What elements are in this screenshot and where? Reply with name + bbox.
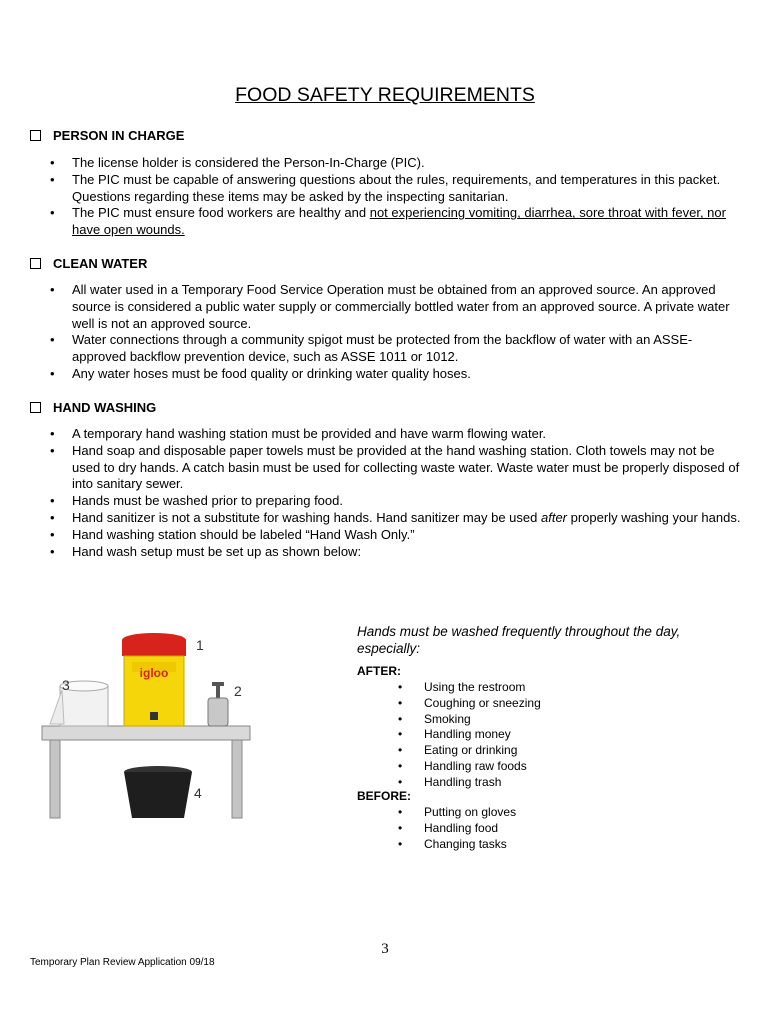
list-item: • Handling raw foods xyxy=(398,759,541,775)
person-in-charge-list xyxy=(50,155,746,239)
list-item: • The PIC must be capable of answering questions about the rules, requirements, and temperatures in this packet. Questions regarding these items may be asked by the inspecting sanitarian. xyxy=(50,172,746,206)
section-heading-label: PERSON IN CHARGE xyxy=(53,128,185,143)
list-item: • All water used in a Temporary Food Service Operation must be obtained from an approved source. An approved source is considered a public water supply or commercially bottled water from an approved source. A private water well is not an approved source. xyxy=(50,282,746,332)
footer-text: Temporary Plan Review Application 09/18 xyxy=(30,957,215,968)
checkbox-icon[interactable] xyxy=(30,130,41,141)
soap-bottle-icon xyxy=(208,682,228,726)
list-item: • Any water hoses must be food quality or drinking water quality hoses. xyxy=(50,366,746,383)
page-title: FOOD SAFETY REQUIREMENTS xyxy=(235,84,535,106)
section-heading-label: HAND WASHING xyxy=(53,400,157,415)
catch-basin-icon xyxy=(124,766,192,818)
callout-label: 2 xyxy=(234,683,242,699)
section-heading-hand-washing xyxy=(30,400,156,415)
after-label-text: AFTER xyxy=(357,664,397,678)
list-item: • Putting on gloves xyxy=(398,805,516,821)
callout-label: 1 xyxy=(196,637,204,653)
hands-note: Hands must be washed frequently throughout the day, especially: xyxy=(357,624,681,656)
section-heading-person-in-charge xyxy=(30,128,184,143)
list-item: • A temporary hand washing station must be provided and have warm flowing water. xyxy=(50,426,746,443)
list-item-text: The PIC must ensure food workers are healthy and xyxy=(72,205,370,221)
list-item: • Hands must be washed prior to preparing food. xyxy=(50,493,746,510)
list-item xyxy=(50,205,746,239)
list-item: • Handling food xyxy=(398,821,516,837)
list-item: • The license holder is considered the Person-In-Charge (PIC). xyxy=(50,155,746,172)
list-item: • Eating or drinking xyxy=(398,743,541,759)
emphasis-text: after xyxy=(540,509,567,525)
before-label-text: BEFORE xyxy=(357,789,408,803)
list-item: • Water connections through a community spigot must be protected from the backflow of water with an ASSE-approved backflow prevention device, such as ASSE 1011 or 1012. xyxy=(50,332,746,366)
list-item: • Handling trash xyxy=(398,775,541,791)
page-number: 3 xyxy=(381,941,389,957)
list-item: • Using the restroom xyxy=(398,680,541,696)
water-cooler-icon xyxy=(122,633,186,726)
list-item: • Handling money xyxy=(398,727,541,743)
checkbox-icon[interactable] xyxy=(30,402,41,413)
underlined-text: not experiencing vomiting, diarrhea, sore throat with fever, nor have open wounds. xyxy=(72,205,726,238)
section-heading-label: CLEAN WATER xyxy=(53,256,148,271)
callout-label: 4 xyxy=(194,785,202,801)
list-item: • Hand wash setup must be set up as shown below: xyxy=(50,544,746,561)
list-item: • Hand soap and disposable paper towels must be provided at the hand washing station. Cloth towels may not be used to dry hands. A catch basin must be used for collecting waste water. Waste water must be properly disposed of into sanitary sewer. xyxy=(50,443,746,493)
hand-wash-station-illustration xyxy=(40,628,270,828)
list-item: • Smoking xyxy=(398,712,541,728)
clean-water-list xyxy=(50,282,746,383)
list-item-text: properly washing your hands. xyxy=(567,509,741,525)
section-heading-clean-water xyxy=(30,256,147,271)
callout-label: 3 xyxy=(62,677,70,693)
hand-washing-list xyxy=(50,426,746,560)
after-list xyxy=(398,680,541,791)
cooler-brand-text: igloo xyxy=(139,666,169,680)
list-item: • Coughing or sneezing xyxy=(398,696,541,712)
before-label: BEFORE: xyxy=(357,789,412,803)
list-item-text: Hand sanitizer is not a substitute for washing hands. Hand sanitizer may be used xyxy=(72,509,541,525)
paper-towels-icon xyxy=(50,681,108,726)
list-item: • Changing tasks xyxy=(398,837,516,853)
list-item xyxy=(50,510,746,527)
list-item: • Hand washing station should be labeled “Hand Wash Only.” xyxy=(50,527,746,544)
before-list xyxy=(398,805,516,852)
checkbox-icon[interactable] xyxy=(30,258,41,269)
after-label: AFTER: xyxy=(357,664,401,678)
